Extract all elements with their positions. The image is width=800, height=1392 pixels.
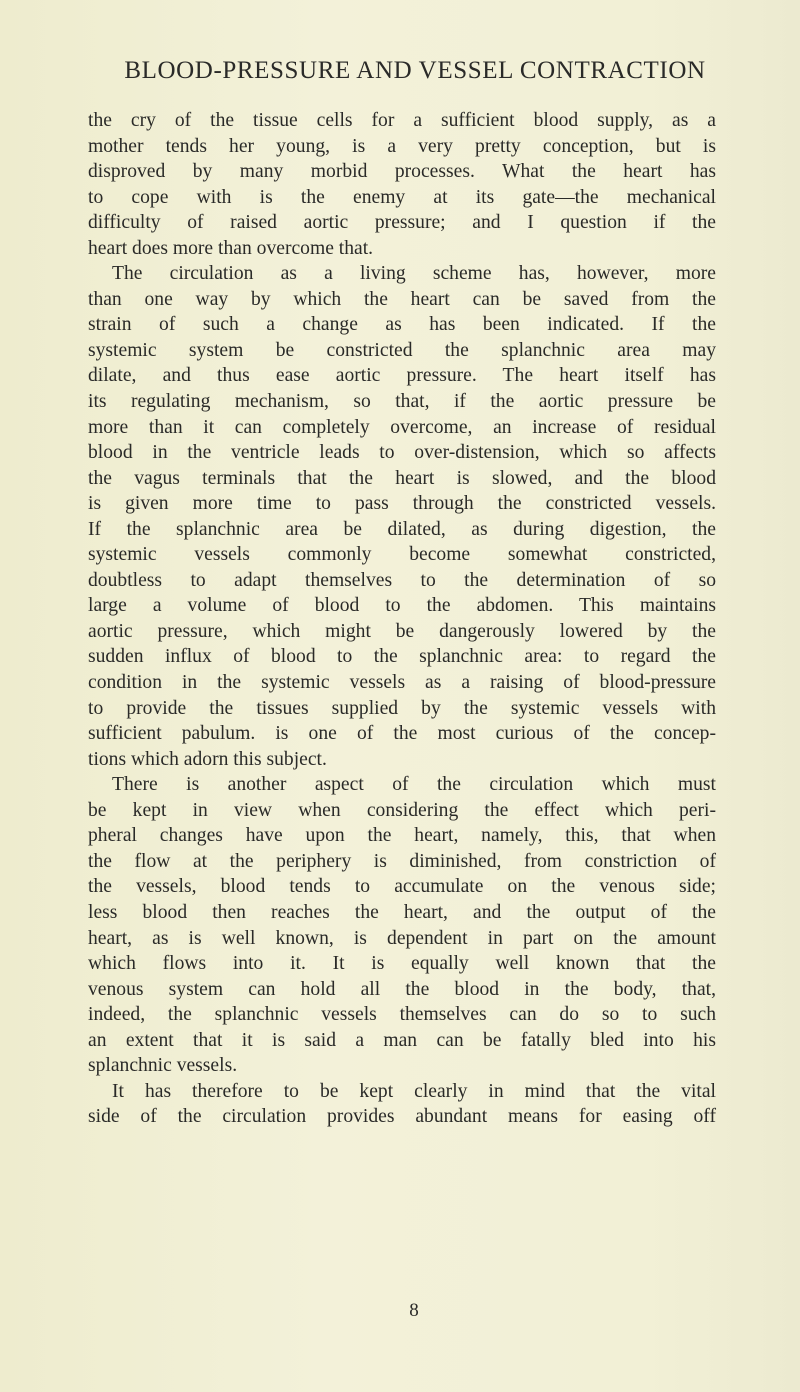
page-number: 8 (409, 1300, 419, 1321)
text-line: side of the circulation provides abundant means for easing off (88, 1106, 716, 1128)
text-line: is given more time to pass through the constricted vessels. (88, 493, 716, 515)
text-line: less blood then reaches the heart, and the output of the (88, 901, 716, 923)
text-line: The circulation as a living scheme has, however, more (112, 263, 716, 285)
text-line: doubtless to adapt themselves to the determination of so (88, 569, 716, 591)
text-line: dilate, and thus ease aortic pressure. The heart itself has (88, 365, 716, 387)
text-line: the vessels, blood tends to accumulate on the venous side; (88, 876, 716, 898)
text-line: large a volume of blood to the abdomen. This maintains (88, 595, 716, 617)
text-line: the cry of the tissue cells for a sufficient blood supply, as a (88, 110, 716, 131)
text-line: aortic pressure, which might be dangerously lowered by the (88, 620, 716, 642)
text-line: the flow at the periphery is diminished, from constriction of (88, 850, 716, 872)
text-line: There is another aspect of the circulation which must (112, 774, 716, 796)
text-line: mother tends her young, is a very pretty conception, but is (88, 135, 716, 157)
text-line: It has therefore to be kept clearly in mind that the vital (112, 1080, 716, 1102)
text-line: to provide the tissues supplied by the systemic vessels with (88, 697, 716, 719)
text-line: sufficient pabulum. is one of the most curious of the concep- (88, 723, 716, 745)
running-head: BLOOD-PRESSURE AND VESSEL CONTRACTION (124, 57, 706, 84)
text-line: condition in the systemic vessels as a raising of blood-pressure (88, 672, 716, 694)
text-line: than one way by which the heart can be saved from the (88, 288, 716, 310)
text-line: pheral changes have upon the heart, namely, this, that when (88, 825, 716, 847)
text-line: venous system can hold all the blood in the body, that, (88, 978, 716, 1000)
text-line: be kept in view when considering the effect which peri- (88, 799, 716, 821)
text-line: the vagus terminals that the heart is slowed, and the blood (88, 467, 716, 489)
text-line: disproved by many morbid processes. What the heart has (88, 161, 716, 183)
text-line: systemic vessels commonly become somewhat constricted, (88, 544, 716, 566)
text-line: blood in the ventricle leads to over-distension, which so affects (88, 442, 716, 464)
text-line: to cope with is the enemy at its gate—the mechanical (88, 186, 716, 208)
text-line: strain of such a change as has been indicated. If the (88, 314, 716, 336)
text-line: difficulty of raised aortic pressure; and I question if the (88, 212, 716, 234)
text-line: heart, as is well known, is dependent in part on the amount (88, 927, 716, 949)
text-line: systemic system be constricted the splanchnic area may (88, 339, 716, 361)
text-line: sudden influx of blood to the splanchnic area: to regard the (88, 646, 716, 668)
text-line: which flows into it. It is equally well known that the (88, 953, 716, 975)
text-line: an extent that it is said a man can be fatally bled into his (88, 1029, 716, 1051)
body-text (88, 108, 716, 1130)
text-line: If the splanchnic area be dilated, as during digestion, the (88, 518, 716, 540)
text-line: heart does more than overcome that. (88, 237, 374, 259)
text-line: indeed, the splanchnic vessels themselves can do so to such (88, 1004, 716, 1026)
text-line: more than it can completely overcome, an increase of residual (88, 416, 716, 438)
text-line: splanchnic vessels. (88, 1055, 238, 1077)
text-line: tions which adorn this subject. (88, 748, 327, 770)
text-line: its regulating mechanism, so that, if the aortic pressure be (88, 391, 716, 413)
